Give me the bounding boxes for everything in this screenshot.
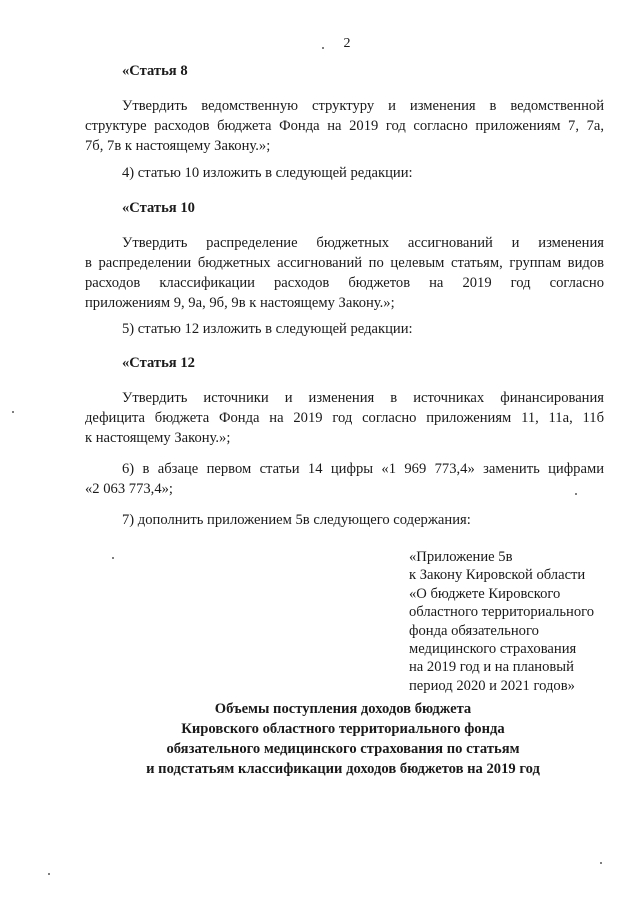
appendix-line: фонда обязательного bbox=[409, 622, 539, 639]
appendix-line: «Приложение 5в bbox=[409, 549, 513, 565]
appendix-line: к Закону Кировской области bbox=[409, 567, 586, 584]
item-4: 4) статью 10 изложить в следующей редакции: bbox=[122, 165, 413, 181]
text-line: дефицита бюджета Фонда на 2019 год согласно приложениям 11, 11а, 11б bbox=[85, 410, 604, 426]
text-line: приложениям 9, 9а, 9б, 9в к настоящему Закону.»; bbox=[85, 295, 395, 311]
text-line: к настоящему Закону.»; bbox=[85, 430, 231, 446]
appendix-line: период 2020 и 2021 годов» bbox=[409, 677, 575, 694]
article-10-heading: «Статья 10 bbox=[122, 200, 195, 216]
appendix-reference bbox=[409, 548, 594, 695]
article-12-text bbox=[85, 388, 604, 448]
section-title bbox=[0, 699, 640, 779]
scan-speck bbox=[600, 862, 602, 864]
article-10-text bbox=[85, 233, 604, 313]
title-line: и подстатьям классификации доходов бюджетов на 2019 год bbox=[146, 761, 540, 777]
title-line: Объемы поступления доходов бюджета bbox=[214, 701, 472, 717]
appendix-line: «О бюджете Кировского bbox=[409, 585, 561, 602]
item-5: 5) статью 12 изложить в следующей редакции: bbox=[122, 321, 413, 337]
text-line: 7б, 7в к настоящему Закону.»; bbox=[85, 138, 271, 154]
text-line: 6) в абзаце первом статьи 14 цифры «1 969 773,4» заменить цифрами bbox=[122, 461, 604, 477]
text-line: «2 063 773,4»; bbox=[85, 481, 173, 497]
scan-speck bbox=[12, 411, 14, 413]
scan-speck bbox=[575, 493, 577, 495]
article-8-text bbox=[85, 96, 604, 156]
scan-speck bbox=[48, 873, 50, 875]
text-line: в распределении бюджетных ассигнований по целевым статьям, группам видов bbox=[85, 255, 604, 271]
appendix-line: на 2019 год и на плановый bbox=[409, 659, 574, 676]
item-7: 7) дополнить приложением 5в следующего содержания: bbox=[122, 512, 471, 528]
text-line: структуре расходов бюджета Фонда на 2019 год согласно приложениям 7, 7а, bbox=[85, 118, 604, 134]
item-6 bbox=[85, 459, 604, 499]
text-line: Утвердить источники и изменения в источниках финансирования bbox=[122, 390, 604, 406]
title-line: Кировского областного территориального фонда bbox=[181, 721, 505, 737]
page-number: 2 bbox=[343, 36, 351, 51]
title-line: обязательного медицинского страхования по статьям bbox=[166, 741, 520, 757]
article-12-heading: «Статья 12 bbox=[122, 355, 195, 371]
text-line: расходов классификации расходов бюджетов на 2019 год согласно bbox=[85, 275, 604, 291]
article-8-heading: «Статья 8 bbox=[122, 63, 188, 79]
appendix-line: областного территориального bbox=[409, 604, 595, 621]
text-line: Утвердить ведомственную структуру и изменения в ведомственной bbox=[122, 98, 604, 114]
text-line: Утвердить распределение бюджетных ассигнований и изменения bbox=[122, 235, 604, 251]
appendix-line: медицинского страхования bbox=[409, 641, 577, 658]
scan-speck bbox=[112, 557, 114, 559]
scan-speck bbox=[322, 47, 324, 49]
